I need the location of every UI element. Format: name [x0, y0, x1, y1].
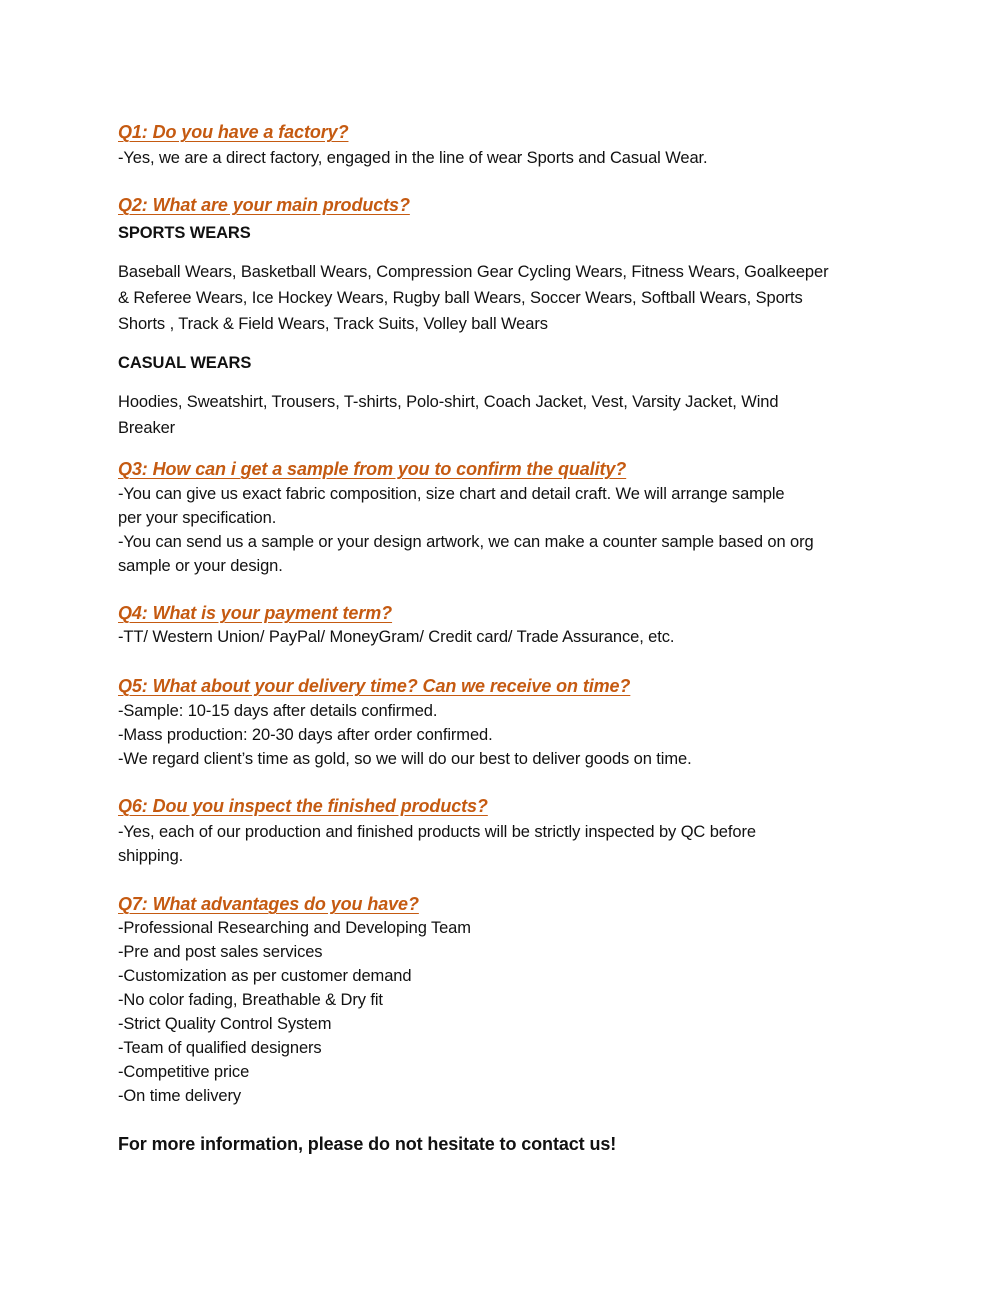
q3-answer-line: -You can send us a sample or your design artwork, we can make a counter sample based on org [118, 533, 814, 551]
q3-heading: Q3: How can i get a sample from you to confirm the quality? [118, 459, 627, 479]
q5-heading: Q5: What about your delivery time? Can we receive on time? [118, 676, 631, 696]
q2-heading: Q2: What are your main products? [118, 195, 410, 215]
q7-answer-line: -No color fading, Breathable & Dry fit [118, 991, 383, 1009]
sports-line: & Referee Wears, Ice Hockey Wears, Rugby ball Wears, Soccer Wears, Softball Wears, Sports [118, 289, 803, 307]
casual-line: Breaker [118, 419, 176, 437]
sports-line: Shorts , Track & Field Wears, Track Suits, Volley ball Wears [118, 315, 548, 333]
q6-answer-line: -Yes, each of our production and finished products will be strictly inspected by QC before [118, 823, 756, 841]
q5-answer-line: -Mass production: 20-30 days after order confirmed. [118, 726, 493, 744]
contact-footer: For more information, please do not hesitate to contact us! [118, 1134, 617, 1154]
q7-answer-line: -Pre and post sales services [118, 943, 323, 961]
q7-answer-line: -On time delivery [118, 1087, 242, 1105]
q4-heading: Q4: What is your payment term? [118, 603, 393, 623]
q7-answer-line: -Strict Quality Control System [118, 1015, 332, 1033]
q3-answer-line: -You can give us exact fabric composition, size chart and detail craft. We will arrange sample [118, 485, 785, 503]
q6-answer-line: shipping. [118, 847, 184, 865]
q7-answer-line: -Competitive price [118, 1063, 250, 1081]
casual-wears-title: CASUAL WEARS [118, 354, 252, 372]
q1-heading: Q1: Do you have a factory? [118, 122, 349, 142]
q1-answer: -Yes, we are a direct factory, engaged in the line of wear Sports and Casual Wear. [118, 149, 708, 167]
q5-answer-line: -We regard client’s time as gold, so we will do our best to deliver goods on time. [118, 750, 692, 768]
q5-answer-line: -Sample: 10-15 days after details confirmed. [118, 702, 438, 720]
q7-answer-line: -Customization as per customer demand [118, 967, 412, 985]
q3-answer-line: sample or your design. [118, 557, 283, 575]
q4-answer: -TT/ Western Union/ PayPal/ MoneyGram/ Credit card/ Trade Assurance, etc. [118, 628, 675, 646]
q7-answer-line: -Team of qualified designers [118, 1039, 322, 1057]
sports-wears-title: SPORTS WEARS [118, 224, 251, 242]
q7-answer-line: -Professional Researching and Developing Team [118, 919, 471, 937]
q3-answer-line: per your specification. [118, 509, 277, 527]
q7-heading: Q7: What advantages do you have? [118, 894, 419, 914]
q6-heading: Q6: Dou you inspect the finished products? [118, 796, 488, 816]
casual-line: Hoodies, Sweatshirt, Trousers, T-shirts, Polo-shirt, Coach Jacket, Vest, Varsity Jacket, Wind [118, 393, 779, 411]
sports-line: Baseball Wears, Basketball Wears, Compression Gear Cycling Wears, Fitness Wears, Goalkeeper [118, 263, 829, 281]
